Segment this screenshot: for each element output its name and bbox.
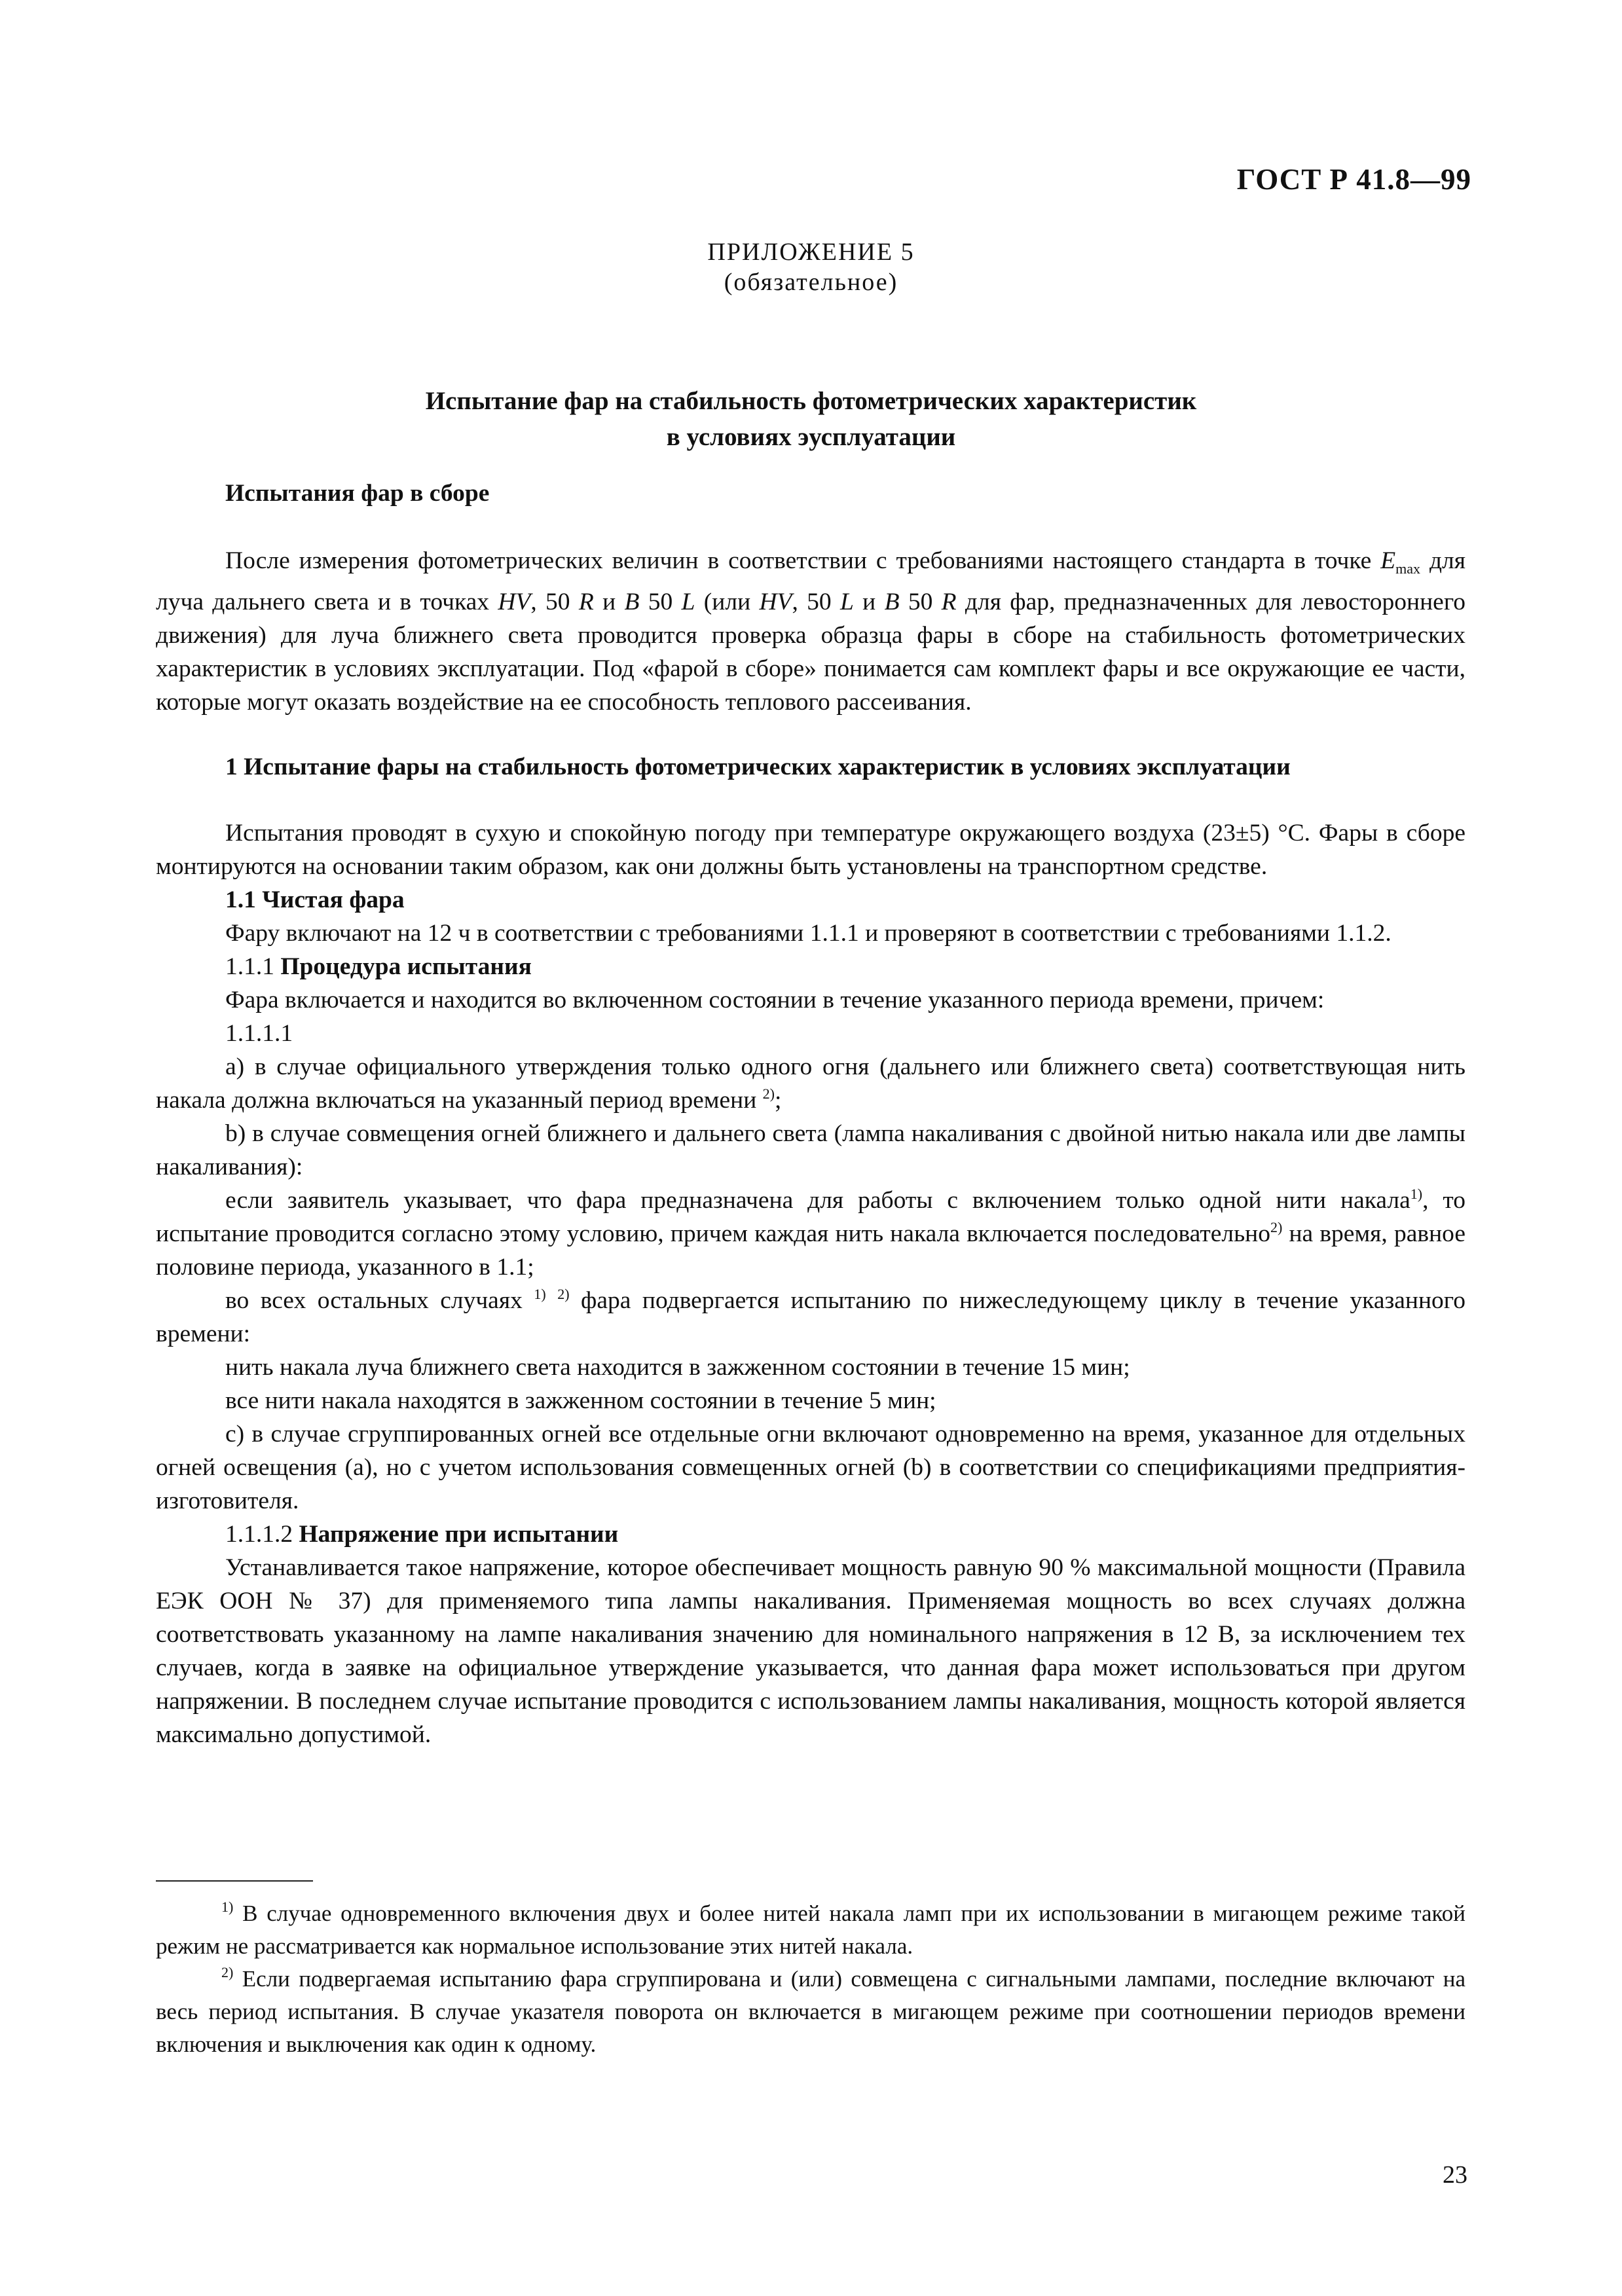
cycle-step-15-min: нить накала луча ближнего света находится в зажженном состоянии в течение 15 мин; <box>225 1354 1130 1381</box>
document-title <box>0 383 1622 455</box>
item-a: a) в случае официального утверждения только одного огня (дальнего или ближнего света) соответствующая нить накала должна включаться на указанный период времени $^{2)}$; <box>156 1053 1465 1114</box>
section-1-paragraph: Испытания проводят в сухую и спокойную погоду при температуре окружающего воздуха (23±5) °С. Фары в сборе монтируются на основании таким образом, как они должны быть установлены на транспортном средстве. <box>156 820 1465 880</box>
clause-1-1-text: Фару включают на 12 ч в соответствии с требованиями 1.1.1 и проверяют в соответствии с требованиями 1.1.2. <box>225 920 1392 947</box>
clause-1-1-1-1-number: 1.1.1.1 <box>225 1020 293 1047</box>
clause-1-1-1-text: Фара включается и находится во включенном состоянии в течение указанного периода времени, причем: <box>225 987 1325 1013</box>
standard-code: ГОСТ Р 41.8—99 <box>1236 163 1471 196</box>
appendix-status: (обязательное) <box>724 268 898 296</box>
appendix-label: ПРИЛОЖЕНИЕ 5 <box>707 238 915 266</box>
footnotes <box>156 1897 1465 2061</box>
footnote-1: $^{1)}$ В случае одновременного включения двух и более нитей накала ламп при их использовании в мигающем режиме такой режим не рассматривается как нормальное использование этих нитей накала. <box>156 1899 1465 1959</box>
clause-1-1-1-2-heading: 1.1.1.2 Напряжение при испытании <box>225 1521 619 1548</box>
footnote-2: $^{2)}$ Если подвергаемая испытанию фара сгруппирована и (или) совмещена с сигнальными лампами, последние включают на весь период испытания. В случае указателя поворота он включается в мигающем режиме при соотношении периодов времени включения и выключения как один к одному. <box>156 1964 1465 2057</box>
intro-paragraph: После измерения фотометрических величин в соответствии с требованиями настоящего стандарта в точке $E_{max}$ для луча дальнего света и в точках HV, 50 R и B 50 L (или HV, 50 L и B 50 R для фар, предназначенных для левостороннего движения) для луча ближнего света проводится проверка образца фары в сборе на стабильность фотометрических характеристик в условиях эксплуатации. Под «фарой в сборе» понимается сам комплект фары и все окружающие ее части, которые могут оказать воздействие на ее способность теплового рассеивания. <box>156 547 1466 716</box>
item-b-case-other: во всех остальных случаях $^{1)}$ $^{2)}$ фара подвергается испытанию по нижеследующему циклу в течение указанного времени: <box>156 1286 1466 1347</box>
cycle-step-5-min: все нити накала находятся в зажженном состоянии в течение 5 мин; <box>225 1387 936 1414</box>
item-b-case-one: если заявитель указывает, что фара предназначена для работы с включением только одной нити накала$^{1)}$, то испытание проводится согласно этому условию, причем каждая нить накала включается последовательно$^{2)}$ на время, равное половине периода, указанного в 1.1; <box>156 1186 1465 1281</box>
item-b: b) в случае совмещения огней ближнего и дальнего света (лампа накаливания с двойной нитью накала или две лампы накаливания): <box>156 1120 1465 1180</box>
clause-1-1-heading: 1.1 Чистая фара <box>225 886 405 913</box>
subheading: Испытания фар в сборе <box>225 480 490 507</box>
main-text <box>156 477 1465 1751</box>
title-line-1: Испытание фар на стабильность фотометрических характеристик <box>425 387 1197 415</box>
item-c: c) в случае сгруппированных огней все отдельные огни включают одновременно на время, указанное для отдельных огней освещения (a), но с учетом использования совмещенных огней (b) в соответствии со спецификациями предприятия-изготовителя. <box>156 1421 1465 1514</box>
voltage-paragraph: Устанавливается такое напряжение, которое обеспечивает мощность равную 90 % максимальной мощности (Правила ЕЭК ООН № 37) для применяемого типа лампы накаливания. Применяемая мощность во всех случаях должна соответствовать указанному на лампе накаливания значению для номинального напряжения в 12 В, за исключением тех случаев, когда в заявке на официальное утверждение указывается, что данная фара может использоваться при другом напряжении. В последнем случае испытание проводится с использованием лампы накаливания, мощность которой является максимально допустимой. <box>156 1554 1465 1748</box>
section-1-heading: 1 Испытание фары на стабильность фотометрических характеристик в условиях эксплуатации <box>225 754 1291 780</box>
appendix-heading <box>0 237 1622 297</box>
clause-1-1-1-heading: 1.1.1 Процедура испытания <box>225 953 532 980</box>
page-number: 23 <box>1443 2161 1467 2189</box>
title-line-2: в условиях эусплуатации <box>666 423 956 451</box>
footnote-separator <box>156 1880 313 1882</box>
